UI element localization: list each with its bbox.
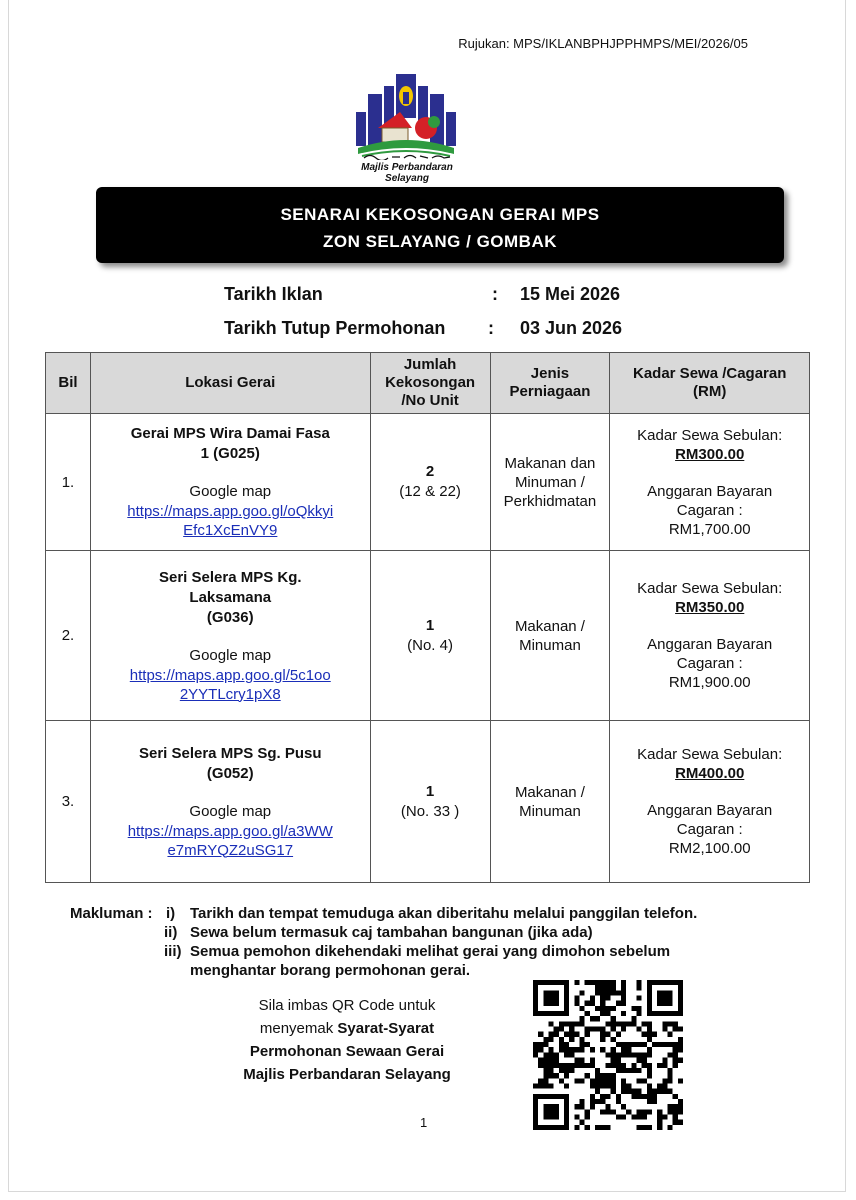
qr-line-2 xyxy=(212,1017,482,1040)
google-map-link[interactable] xyxy=(91,822,370,860)
deposit-amount: RM2,100.00 xyxy=(668,840,751,857)
note-3 xyxy=(70,942,790,961)
ad-date-colon: : xyxy=(492,284,498,304)
rate-amount: RM300.00 xyxy=(675,445,745,463)
note-3-num: iii) xyxy=(164,943,182,960)
vacancy-units: (No. 4) xyxy=(407,636,453,654)
table-row xyxy=(46,551,810,721)
qr-line-2b: Syarat-Syarat xyxy=(337,1020,435,1037)
close-date-label: Tarikh Tutup Permohonan xyxy=(224,318,446,338)
table-header-row xyxy=(46,353,810,414)
link-part-1: https://maps.app.goo.gl/5c1oo xyxy=(129,666,331,684)
deposit-label-2: Cagaran : xyxy=(676,821,743,838)
google-map-label: Google map xyxy=(189,483,272,500)
deposit-amount: RM1,900.00 xyxy=(668,674,751,691)
close-date-row xyxy=(224,318,684,352)
title-banner xyxy=(96,187,784,263)
vacancy-count: 1 xyxy=(425,782,435,800)
rate-label: Kadar Sewa Sebulan: xyxy=(637,426,783,444)
header-location: Lokasi Gerai xyxy=(90,353,370,414)
location-name-2: Laksamana xyxy=(189,588,272,606)
notes-prefix: Makluman : xyxy=(70,905,153,922)
cell-bil: 3. xyxy=(46,721,91,883)
location-name-1: Gerai MPS Wira Damai Fasa xyxy=(130,425,330,442)
google-map-label: Google map xyxy=(189,802,272,820)
note-2 xyxy=(70,923,790,942)
link-part-2: Efc1XcEnVY9 xyxy=(183,522,278,539)
reference-number: Rujukan: MPS/IKLANBPHJPPHMPS/MEI/2026/05 xyxy=(458,36,748,51)
ad-date-label: Tarikh Iklan xyxy=(224,284,323,304)
cell-vacancy xyxy=(370,721,490,883)
cell-rate xyxy=(610,551,810,721)
business-2: Minuman xyxy=(519,802,581,820)
note-1 xyxy=(70,904,790,923)
deposit-label-2: Cagaran : xyxy=(676,655,743,672)
link-part-1: https://maps.app.goo.gl/a3WW xyxy=(127,822,333,840)
rate-label: Kadar Sewa Sebulan: xyxy=(637,580,783,597)
notes-block xyxy=(70,904,790,980)
location-name-1: Seri Selera MPS Kg. xyxy=(158,568,302,586)
page-number: 1 xyxy=(420,1115,428,1130)
business-1: Makanan dan xyxy=(504,454,596,472)
location-name-3: (G036) xyxy=(206,608,254,626)
header-rate-2: (RM) xyxy=(693,383,727,400)
deposit-amount: RM1,700.00 xyxy=(668,520,751,538)
google-map-label: Google map xyxy=(189,646,272,664)
cell-business xyxy=(490,414,610,551)
cell-rate xyxy=(610,721,810,883)
link-part-2: 2YYTLcry1pX8 xyxy=(179,685,281,703)
deposit-label: Anggaran Bayaran xyxy=(647,482,773,500)
business-3: Perkhidmatan xyxy=(503,492,597,510)
header-business-2: Perniagaan xyxy=(509,383,591,400)
google-map-link[interactable] xyxy=(91,666,370,704)
cell-location xyxy=(90,414,370,551)
location-name-2: (G052) xyxy=(206,764,254,782)
google-map-link[interactable] xyxy=(91,502,370,540)
close-date-colon: : xyxy=(488,318,494,338)
vacancy-units: (No. 33 ) xyxy=(400,802,460,820)
cell-vacancy xyxy=(370,414,490,551)
note-3-text: Semua pemohon dikehendaki melihat gerai yang dimohon sebelum xyxy=(190,943,671,960)
title-line-1: SENARAI KEKOSONGAN GERAI MPS xyxy=(280,205,600,224)
qr-line-4: Majlis Perbandaran Selayang xyxy=(243,1066,451,1083)
jawi-script-icon xyxy=(362,152,452,160)
note-1-num: i) xyxy=(166,905,176,922)
vacancy-count: 2 xyxy=(425,463,435,480)
header-rate xyxy=(610,353,810,414)
note-3-text-cont: menghantar borang permohonan gerai. xyxy=(190,962,471,979)
business-1: Makanan / xyxy=(514,783,585,801)
cell-business xyxy=(490,551,610,721)
close-date-value: 03 Jun 2026 xyxy=(520,318,623,338)
cell-location xyxy=(90,551,370,721)
qr-line-3: Permohonan Sewaan Gerai xyxy=(249,1043,445,1060)
header-vacancy-2: Kekosongan xyxy=(385,374,476,391)
note-2-num: ii) xyxy=(164,924,178,941)
title-line-2: ZON SELAYANG / GOMBAK xyxy=(322,232,558,251)
header-vacancy-3: /No Unit xyxy=(401,392,459,409)
rate-amount: RM350.00 xyxy=(675,599,745,616)
vacancy-units: (12 & 22) xyxy=(399,483,461,500)
cell-bil: 1. xyxy=(46,414,91,551)
location-name-1: Seri Selera MPS Sg. Pusu xyxy=(138,744,322,762)
cell-bil: 2. xyxy=(46,551,91,721)
deposit-label: Anggaran Bayaran xyxy=(647,636,773,653)
link-part-1: https://maps.app.goo.gl/oQkkyi xyxy=(127,503,334,520)
qr-instructions xyxy=(212,994,482,1086)
qr-line-2a: menyemak xyxy=(259,1020,338,1037)
deposit-label: Anggaran Bayaran xyxy=(647,802,773,819)
header-business xyxy=(490,353,610,414)
business-1: Makanan / xyxy=(514,617,585,635)
header-vacancy-1: Jumlah xyxy=(403,356,457,373)
header-vacancy xyxy=(370,353,490,414)
business-2: Minuman xyxy=(519,636,581,654)
rate-amount: RM400.00 xyxy=(675,765,745,782)
header-bil: Bil xyxy=(46,353,91,414)
ad-date-value: 15 Mei 2026 xyxy=(520,284,621,304)
qr-code-icon[interactable] xyxy=(533,980,683,1130)
deposit-label-2: Cagaran : xyxy=(676,501,743,519)
cell-rate xyxy=(610,414,810,551)
dates-block xyxy=(224,284,684,352)
logo-caption: Majlis Perbandaran Selayang xyxy=(361,162,453,184)
cell-business xyxy=(490,721,610,883)
link-part-2: e7mRYQZ2uSG17 xyxy=(167,841,294,859)
cell-vacancy xyxy=(370,551,490,721)
rate-label: Kadar Sewa Sebulan: xyxy=(637,746,783,763)
cell-location xyxy=(90,721,370,883)
vacancy-table xyxy=(45,352,810,883)
note-1-text: Tarikh dan tempat temuduga akan diberitahu melalui panggilan telefon. xyxy=(190,905,698,922)
note-3-cont xyxy=(70,961,790,980)
ad-date-row xyxy=(224,284,684,318)
business-2: Minuman / xyxy=(514,473,585,491)
header-rate-1: Kadar Sewa /Cagaran xyxy=(633,365,787,382)
note-2-text: Sewa belum termasuk caj tambahan bangunan (jika ada) xyxy=(190,924,593,941)
vacancy-count: 1 xyxy=(425,616,435,634)
location-name-2: 1 (G025) xyxy=(200,445,260,462)
qr-line-1: Sila imbas QR Code untuk xyxy=(258,997,436,1014)
table-row xyxy=(46,721,810,883)
table-row xyxy=(46,414,810,551)
header-business-1: Jenis xyxy=(530,365,570,382)
